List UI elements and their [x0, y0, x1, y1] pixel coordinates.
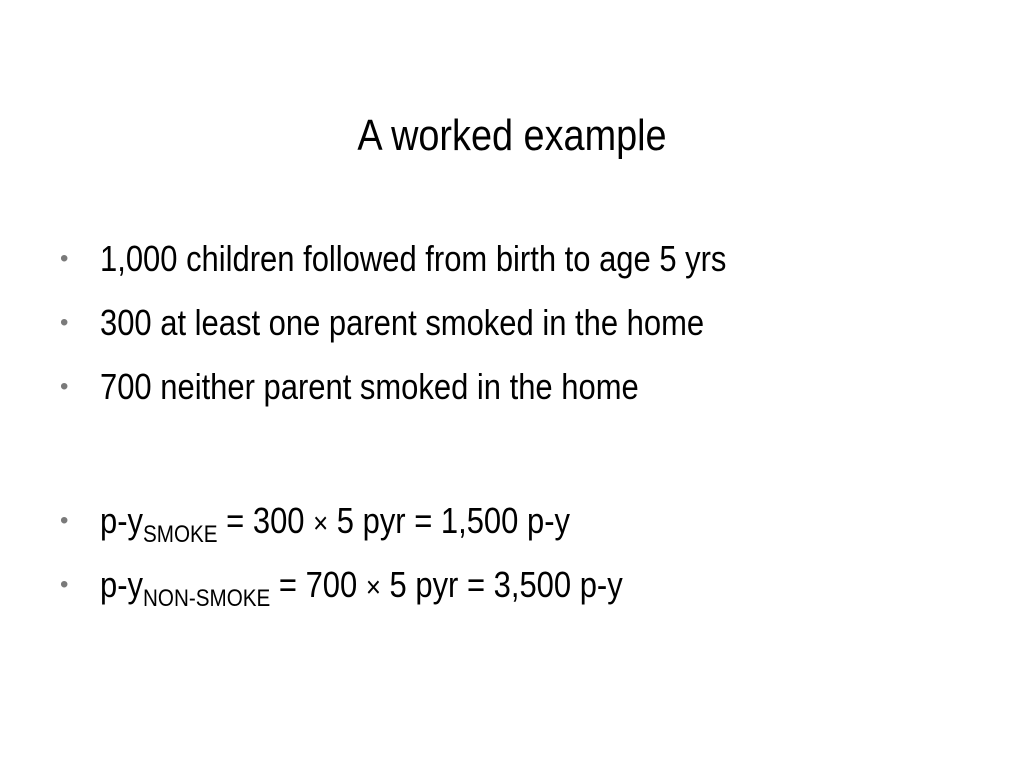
formula-part-2: 5 pyr = 1,500 p-y	[328, 500, 570, 541]
bullet-text: 300 at least one parent smoked in the home	[100, 302, 705, 343]
bullet-dot: •	[60, 309, 69, 336]
formula-subscript: SMOKE	[143, 521, 218, 548]
bullet-dot: •	[60, 507, 69, 534]
formula-prefix: p-y	[100, 564, 144, 605]
times-symbol: ×	[365, 571, 381, 604]
bullet-list	[60, 0, 1000, 768]
formula-smoke	[100, 498, 570, 547]
formula-non-smoke	[100, 562, 623, 611]
formula-subscript: NON-SMOKE	[143, 585, 271, 612]
formula-part-1: = 700	[270, 564, 366, 605]
bullet-text: 700 neither parent smoked in the home	[100, 366, 639, 407]
formula-part-2: 5 pyr = 3,500 p-y	[380, 564, 623, 605]
slide-title: A worked example	[357, 111, 667, 160]
bullet-dot: •	[60, 571, 69, 598]
bullet-dot: •	[60, 373, 69, 400]
times-symbol: ×	[313, 507, 329, 540]
bullet-text: 1,000 children followed from birth to age 5 yrs	[100, 238, 727, 279]
bullet-dot: •	[60, 245, 69, 272]
formula-part-1: = 300	[217, 500, 314, 541]
formula-prefix: p-y	[100, 500, 144, 541]
